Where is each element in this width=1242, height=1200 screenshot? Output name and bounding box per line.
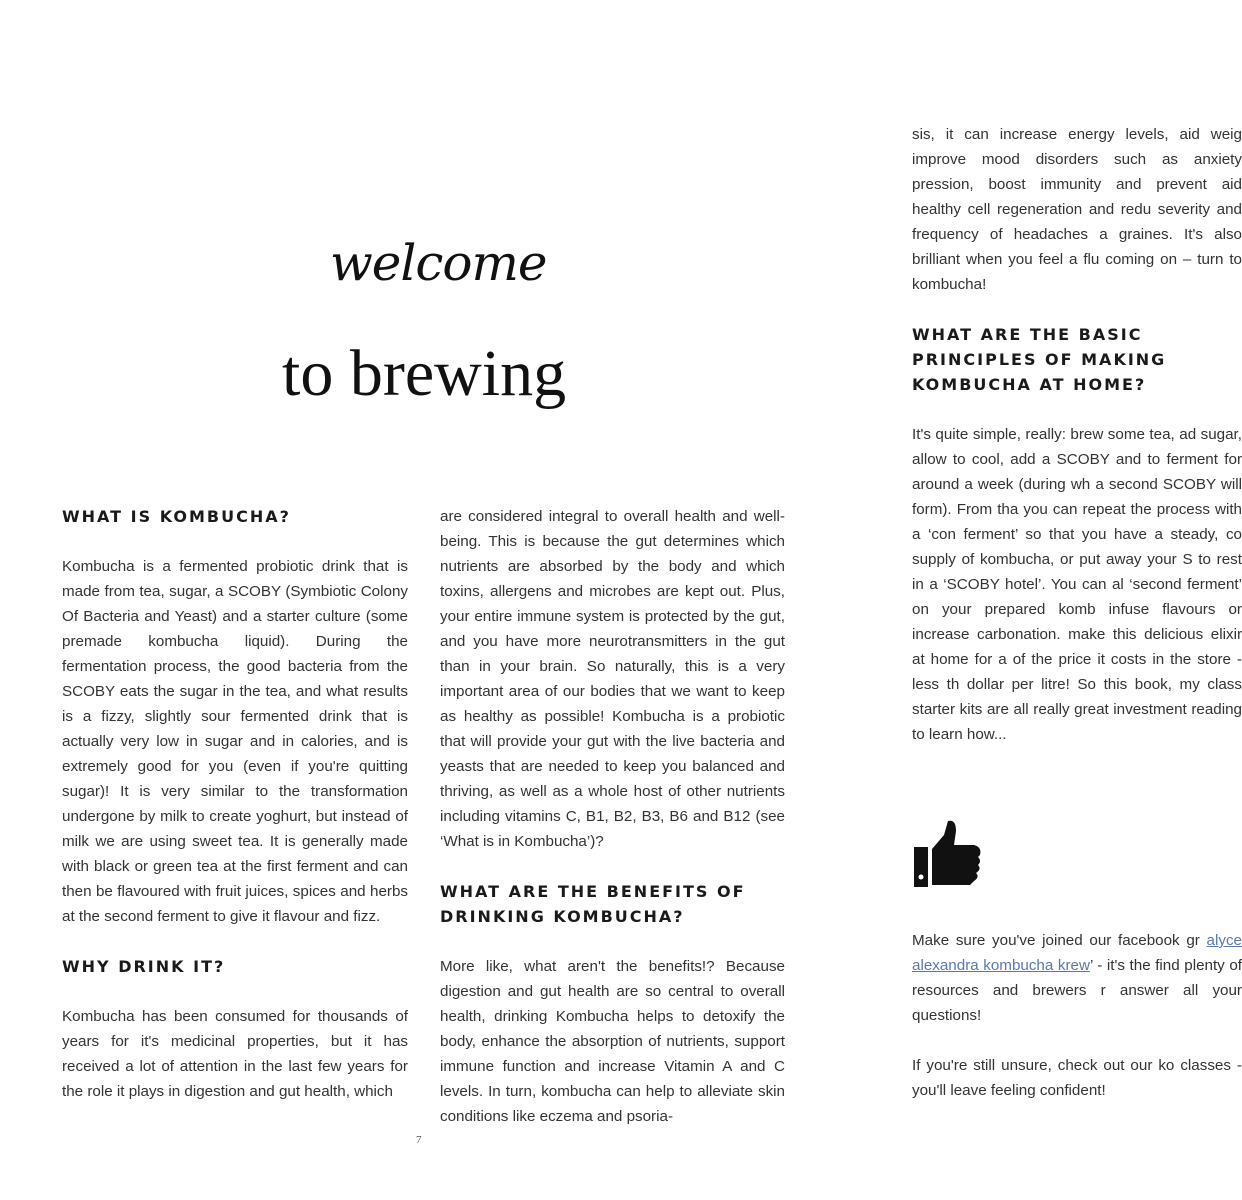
column-1 [62,504,408,1104]
page-title: to brewing [282,337,567,410]
heading-basic-principles: WHAT ARE THE BASIC PRINCIPLES OF MAKING KOMBUCHA AT HOME? [912,325,1167,394]
thumbs-up-icon [912,819,984,889]
paragraph-facebook [912,928,1242,1028]
facebook-text-pre: Make sure you've joined our facebook gr [912,932,1200,949]
paragraph-benefits: More like, what aren't the benefits!? Because digestion and gut health are so central to overall health, drinking Kombucha helps to detoxify the body, enhance the absorption of nutrients, support immune function and increase Vitamin A and C levels. In turn, kombucha can help to alleviate skin conditions like eczema and psoria- [440,958,785,1125]
column-3 [912,122,1242,1103]
facebook-text-post: ’ - it's the find plenty of resources and brewers r answer all your questions! [912,957,1242,1024]
column-2 [440,504,785,1129]
heading-benefits: WHAT ARE THE BENEFITS OF DRINKING KOMBUCHA? [440,882,746,926]
paragraph-basic-principles: It's quite simple, really: brew some tea, ad sugar, allow to cool, add a SCOBY and to ferment for around a week (during wh a second SCOBY will form). From tha you can repeat the process with a ‘con ferment’ so that you have a steady, co supply of kombucha, or put away your S to rest in a ‘SCOBY hotel’. You can al ‘second ferment’ on your prepared komb infuse flavours or increase carbonation. make this delicious elixir at home for a of the price it costs in the store - less th dollar per litre! So this book, my class starter kits are all really great investment reading to learn how... [912,426,1242,743]
paragraph-why-drink-it: Kombucha has been consumed for thousands of years for it's medicinal properties, but it has received a lot of attention in the last few years for the role it plays in digestion and gut health, which [62,1008,408,1100]
paragraph-classes: If you're still unsure, check out our ko classes - you'll leave feeling confident! [912,1057,1242,1099]
title-script: welcome [330,234,547,292]
facebook-group-link[interactable]: alyce alexandra kombucha krew [912,932,1242,974]
heading-why-drink-it: WHY DRINK IT? [62,957,226,976]
paragraph-benefits-cont: sis, it can increase energy levels, aid weig improve mood disorders such as anxiety pression, boost immunity and prevent aid healthy cell regeneration and redu severity and frequency of headaches a graines. It's also brilliant when you feel a flu coming on – turn to kombucha! [912,126,1242,293]
paragraph-what-is-kombucha: Kombucha is a fermented probiotic drink that is made from tea, sugar, a SCOBY (Symbiotic Colony Of Bacteria and Yeast) and a starter culture (some premade kombucha liquid). During the fermentation process, the good bacteria from the SCOBY eats the sugar in the tea, and what results is a fizzy, slightly sour fermented drink that is actually very low in sugar and in calories, and is extremely good for you (even if you're quitting sugar)! It is very similar to the transformation undergone by milk to create yoghurt, but instead of milk we are using sweet tea. It is generally made with black or green tea at the first ferment and can then be flavoured with fruit juices, spices and herbs at the second ferment to give it flavour and fizz. [62,558,408,925]
page-number: 7 [416,1134,422,1146]
heading-what-is-kombucha: WHAT IS KOMBUCHA? [62,507,291,526]
paragraph-gut-health: are considered integral to overall health and well-being. This is because the gut determines which nutrients are absorbed by the body and which toxins, allergens and microbes are kept out. Plus, your entire immune system is protected by the gut, and you have more neurotransmitters in the gut than in your brain. So naturally, this is a very important area of our bodies that we want to keep as healthy as possible! Kombucha is a probiotic that will provide your gut with the live bacteria and yeasts that are needed to keep you balanced and thriving, as well as a whole host of other nutrients including vitamins C, B1, B2, B3, B6 and B12 (see ‘What is in Kombucha’)? [440,508,785,850]
